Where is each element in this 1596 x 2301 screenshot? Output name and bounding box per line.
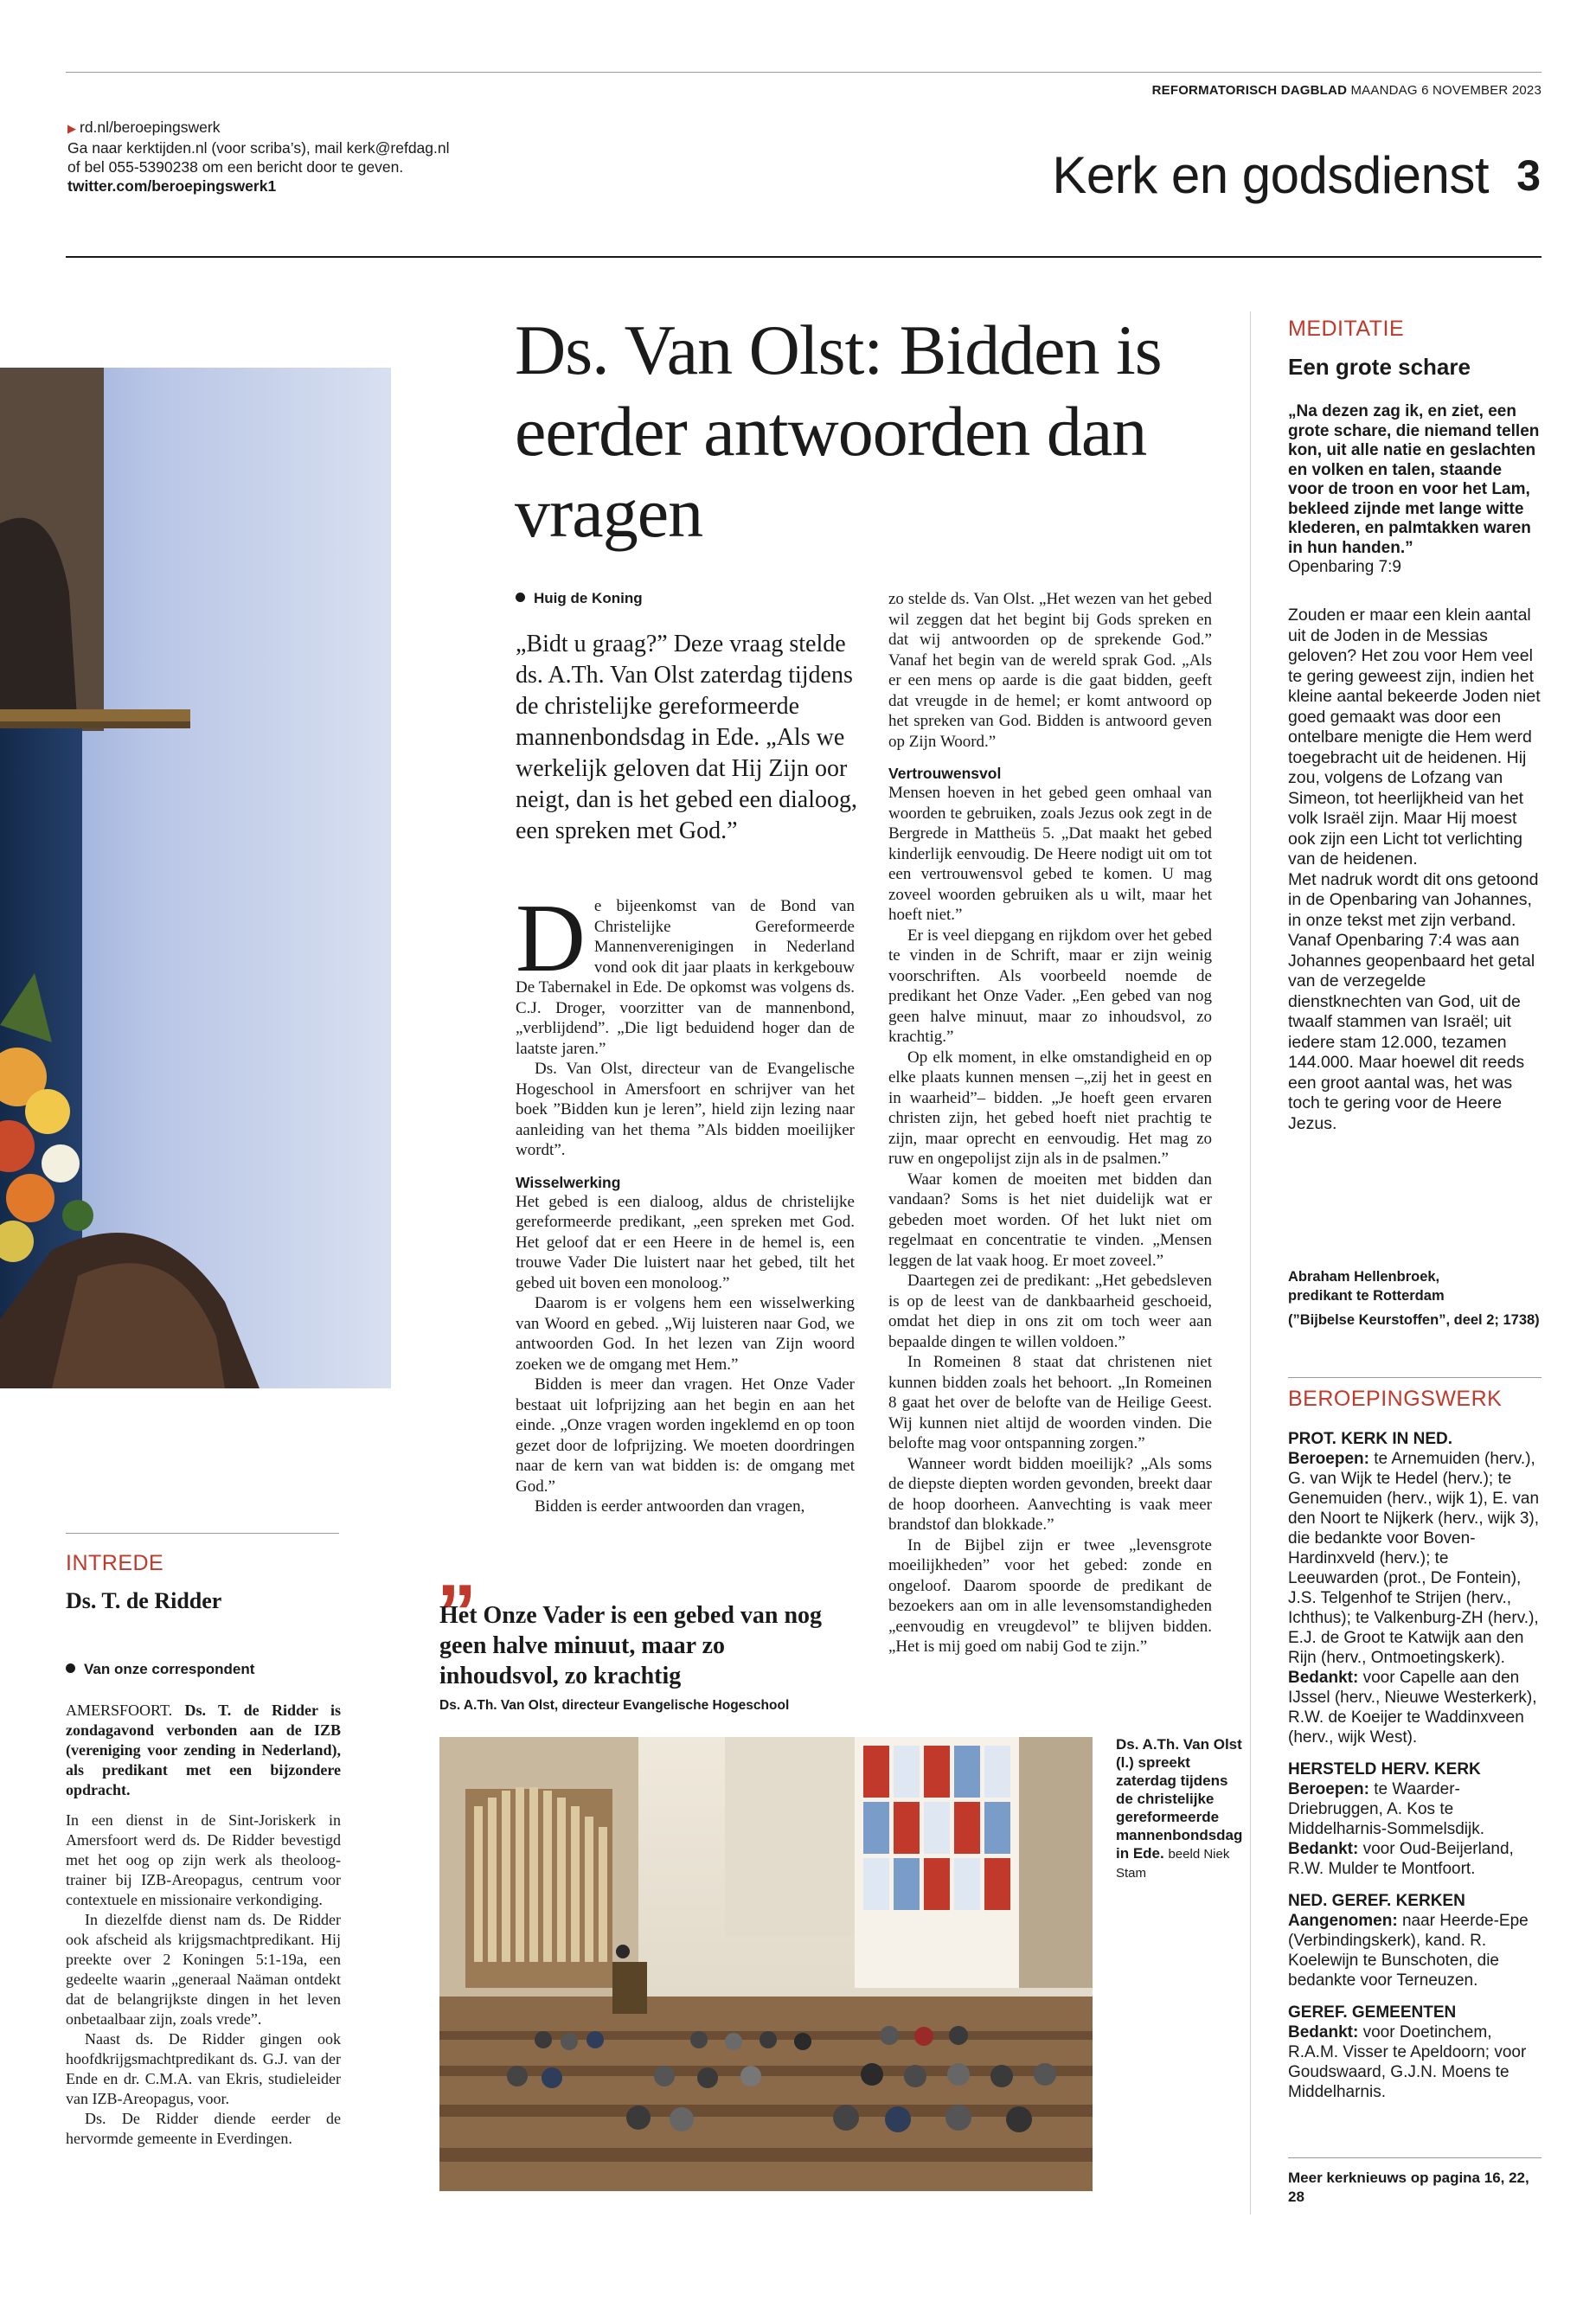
- col1-p2: Ds. Van Olst, directeur van de Evangelische Hogeschool in Amersfoort en schrijver van het boek ”Bidden kun je leren”, hield zijn lezing naar aanleiding van het thema ”Als bidden moeilijker wordt”.: [516, 1060, 855, 1159]
- meditatie-p1: Zouden er maar een klein aantal uit de Joden in de Messias geloven? Het zou voor Hem veel te gering geweest zijn, indien het kleine aantal bekeerde Joden niet goed gemaakt was door een ontelbare menigte die Hem werd toegebracht uit de heidenen. Hij zou, volgens de Lofzang van Simeon, tot heerlijkheid van het volk Israël zijn. Maar Hij moest ook zijn een Licht tot verlichting van de heidenen.: [1288, 606, 1541, 868]
- article-byline: [516, 590, 643, 607]
- col1-p5: Bidden is meer dan vragen. Het Onze Vader bestaat uit lofprijzing aan het begin en aan het einde. „Onze vragen worden ingeklemd en op toon gezet door de lofprijzing. We moeten doordringen naar de kern van wat bidden is: de omgang met God.”: [516, 1375, 855, 1496]
- intrede-dateline: AMERSFOORT.: [66, 1702, 173, 1719]
- meditatie-author-role: predikant te Rotterdam: [1288, 1288, 1445, 1304]
- ber-entry-label: Bedankt:: [1288, 2023, 1359, 2041]
- more-news-link[interactable]: Meer kerknieuws op pagina 16, 22, 28: [1288, 2170, 1529, 2205]
- pull-quote: Het Onze Vader is een gebed van nog geen halve minuut, maar zo inhoudsvol, zo krachtig: [439, 1602, 823, 1689]
- col2-p6: Daartegen zei de predikant: „Het gebedsleven is op de leest van de dankbaarheid geschoeid, omdat het diep in ons zit om toch weer aan bepaalde dingen te willen voldoen.”: [888, 1272, 1212, 1351]
- meditatie-title: Een grote schare: [1288, 354, 1471, 380]
- col2-p5: Waar komen de moeiten met bidden dan vandaan? Soms is het niet duidelijk wat er gebeden moet worden. Of het lukt niet om regelmaat en concentratie te vinden. „Mensen leggen de lat vaak hoog. Er moet zoveel.”: [888, 1170, 1212, 1270]
- ber-entry-label: Bedankt:: [1288, 1669, 1359, 1687]
- ber-entry-label: Beroepen:: [1288, 1450, 1369, 1468]
- bullet-icon: [516, 593, 525, 602]
- intrede-p1: In een dienst in de Sint-Joriskerk in Amersfoort werd ds. De Ridder bevestigd met het oog op zijn werk als theoloog-trainer bij IZB-Areopagus, centrum voor contextuele en missionaire verkondiging.: [66, 1811, 341, 1908]
- page-number: 3: [1516, 151, 1541, 200]
- beroepingswerk-bottom-rule: [1288, 2157, 1542, 2158]
- pull-quote-attribution: Ds. A.Th. Van Olst, directeur Evangelische Hogeschool: [439, 1698, 790, 1713]
- ber-entry: [1288, 1779, 1542, 1839]
- church-photo-image: [439, 1737, 1093, 2191]
- meditatie-quote-text: „Na dezen zag ik, en ziet, een grote schare, die niemand tellen kon, uit alle natie en geslachten en volken en talen, staande voor de troon en voor het Lam, bekleed zijnde met lange witte klederen, en palmtakken waren in hun handen.”: [1288, 402, 1540, 557]
- ber-entry: [1288, 2022, 1542, 2102]
- article-headline: Ds. Van Olst: Bidden is eerder antwoorden dan vragen: [515, 311, 1162, 552]
- bullet-icon: [66, 1663, 75, 1673]
- meditatie-kicker: MEDITATIE: [1288, 317, 1405, 341]
- photo-caption: [1116, 1735, 1246, 1882]
- meditatie-author-name: Abraham Hellenbroek,: [1288, 1269, 1440, 1285]
- ber-entry-text: voor Capelle aan den IJssel (herv., Nieuwe Westerkerk), R.W. de Koeijer te Waddinxveen (herv., wijk West).: [1288, 1669, 1537, 1747]
- contact-line-2: of bel 055-5390238 om een bericht door te geven.: [67, 158, 404, 176]
- beroepingswerk-rule: [1288, 1377, 1542, 1378]
- intrede-byline-text: Van onze correspondent: [84, 1661, 255, 1677]
- intrede-title: Ds. T. de Ridder: [66, 1588, 222, 1613]
- ber-entry: [1288, 1449, 1542, 1668]
- subhead-wisselwerking: Wisselwerking: [516, 1173, 621, 1191]
- col2-p2: Mensen hoeven in het gebed geen omhaal van woorden te gebruiken, zoals Jezus ook zegt in de Bergrede in Mattheüs 5. „Dat maakt het gebed kinderlijk eenvoudig. De Heere nodigt uit om tot een vertrouwensvol gebed te komen. U mag zoveel woorden gebruiken als u wilt, maar het hoeft niet.”: [888, 784, 1212, 924]
- beroepingswerk-kicker: BEROEPINGSWERK: [1288, 1387, 1503, 1411]
- speaker-photo-crop: [0, 368, 391, 1388]
- meditatie-body: [1288, 606, 1542, 1134]
- contact-link[interactable]: rd.nl/beroepingswerk: [80, 119, 221, 136]
- col2-p8: Wanneer wordt bidden moeilijk? „Als soms de diepste diepten worden gevonden, breekt daar de hoop doorheen. Aanvechting is vaak meer brandstof dan blokkade.”: [888, 1454, 1212, 1534]
- ber-entry-text: voor Oud-Beijerland, R.W. Mulder te Montfoort.: [1288, 1840, 1514, 1878]
- intrede-kicker: INTREDE: [66, 1551, 164, 1575]
- col1-p1: e bijeenkomst van de Bond van Christelijke Gereformeerde Mannenverenigingen in Nederland vond ook dit jaar plaats in kerkgebouw De Tabernakel in Ede. De opkomst was volgens ds. C.J. Droger, voorzitter van de mannenbond, „verblijdend”. „Die ligt beduidend hoger dan de laatste jaren.”: [516, 897, 855, 1058]
- church-photo: [439, 1737, 1093, 2191]
- subhead-vertrouwensvol: Vertrouwensvol: [888, 765, 1002, 782]
- meditatie-quote: [1288, 402, 1542, 578]
- ber-entry-label: Beroepen:: [1288, 1780, 1369, 1798]
- masthead-paper: REFORMATORISCH DAGBLAD: [1151, 83, 1348, 98]
- col1-p6: Bidden is eerder antwoorden dan vragen,: [535, 1497, 805, 1516]
- intrede-body: [66, 1701, 341, 2149]
- top-rule: [66, 72, 1542, 73]
- col2-p1: zo stelde ds. Van Olst. „Het wezen van het gebed wil zeggen dat het begint bij Gods spreken en dat wij antwoorden op de sprekende God.” Vanaf het begin van de wereld sprak God. „Als er een mens op aarde is die gaat bidden, geeft dat vreugde in de hemel; er komt antwoord op het spreken van God. Bidden is antwoord geven op Zijn Woord.”: [888, 590, 1212, 751]
- article-column-2: [888, 589, 1212, 1657]
- intrede-lead: Ds. T. de Ridder is zondagavond verbonden aan de IZB (vereniging voor zending in Nederland), als predikant met een bijzondere opdracht.: [66, 1702, 342, 1798]
- ber-entry-text: naar Heerde-Epe (Verbindingskerk), kand. R. Koelewijn te Bunschoten, die bedankte voor Terneuzen.: [1288, 1912, 1529, 1990]
- ber-group-heading: PROT. KERK IN NED.: [1288, 1430, 1453, 1448]
- ber-group-heading: HERSTELD HERV. KERK: [1288, 1760, 1481, 1779]
- caption-text: Ds. A.Th. Van Olst (l.) spreekt zaterdag tijdens de christelijke gereformeerde mannenbondsdag in Ede.: [1116, 1736, 1243, 1862]
- col2-p9: In de Bijbel zijn er twee „levensgrote moeilijkheden” voor het gebed: zonde en ongeloof. Daarom spoorde de predikant de bezoekers aan om in alle levensomstandigheden „eenvoudig en vreugdevol” te blijven bidden. „Het is mij goed om nabij God te zijn.”: [888, 1535, 1212, 1656]
- ber-entry-text: voor Doetinchem, R.A.M. Visser te Apeldoorn; voor Goudswaard, G.J.N. Moens te Middelharnis.: [1288, 2023, 1527, 2101]
- ber-entry-label: Bedankt:: [1288, 1840, 1359, 1858]
- col2-p3: Er is veel diepgang en rijkdom over het gebed te vinden in de Schrift, maar er zijn weinig voorschriften. Als voorbeeld noemde de predikant het Onze Vader. „Een gebed van nog geen halve minuut, maar zo inhoudsvol, zo krachtig.”: [888, 926, 1212, 1046]
- masthead-date: MAANDAG 6 NOVEMBER 2023: [1350, 83, 1542, 98]
- article-column-1: [516, 885, 855, 1517]
- beroepingswerk-body: [1288, 1429, 1542, 2102]
- intrede-p3: Naast ds. De Ridder gingen ook hoofdkrijgsmachtpredikant ds. G.J. van der Ende en dr. C.M.A. van Ekris, studieleider van IZB-Areopagus, voor.: [66, 2030, 341, 2107]
- col2-p7: In Romeinen 8 staat dat christenen niet kunnen bidden zoals het behoort. „In Romeinen 8 gaat het over de belofte van de Heilige Geest. Wij kunnen niet altijd de woorden vinden. Die belofte mag voor ontspanning zorgen.”: [888, 1353, 1212, 1452]
- col2-p4: Op elk moment, in elke omstandigheid en op elke plaats kunnen mensen –„zij het in geest en in waarheid”– bidden. „Je hoeft geen ervaren christen zijn, het gebed hoeft niet prachtig te zijn, maar oprecht en eenvoudig. Het mag zo ruw en ongepolijst zijn als in de psalmen.”: [888, 1048, 1212, 1168]
- article-lead: „Bidt u graag?” Deze vraag stelde ds. A.Th. Van Olst zaterdag tijdens de christelijke gereformeerde mannenbondsdag in Ede. „Als we werkelijk geloven dat Hij Zijn oor neigt, dan is het gebed een dialoog, een spreken met God.”: [516, 631, 857, 844]
- intrede-p4: Ds. De Ridder diende eerder de hervormde gemeente in Everdingen.: [66, 2110, 341, 2147]
- ber-entry-text: te Arnemuiden (herv.), G. van Wijk te Hedel (herv.); te Genemuiden (herv., wijk 1), E. van den Noort te Nijkerk (herv., wijk 3), die bedankte voor Boven-Hardinxveld (herv.); te Leeuwarden (prot., De Fontein), J.S. Telgenhof te Strijen (herv., Ichthus); te Valkenburg-ZH (herv.), E.J. de Groot te Katwijk aan den Rijn (herv., Ontmoetingskerk).: [1288, 1450, 1540, 1667]
- contact-line-1: Ga naar kerktijden.nl (voor scriba’s), mail kerk@refdag.nl: [67, 139, 450, 157]
- header-rule: [66, 256, 1542, 258]
- col1-p3: Het gebed is een dialoog, aldus de christelijke gereformeerde predikant, „een spreken met God. Het geloof dat er een Heere in de hemel is, een trouwe Vader Die luistert naar het gebed, tilt het gebed uit boven een monoloog.”: [516, 1192, 855, 1292]
- col1-p4: Daarom is er volgens hem een wisselwerking van Woord en gebed. „Wij luisteren naar God, we antwoorden God. In het lezen van Zijn woord zoeken we de omgang met Hem.”: [516, 1294, 855, 1374]
- byline-author: Huig de Koning: [534, 590, 643, 606]
- ber-group-heading: NED. GEREF. KERKEN: [1288, 1892, 1465, 1910]
- triangle-right-icon: ▶: [67, 122, 76, 135]
- meditatie-source: (”Bijbelse Keurstoffen”, deel 2; 1738): [1288, 1312, 1540, 1328]
- ber-group-heading: GEREF. GEMEENTEN: [1288, 2003, 1457, 2022]
- right-column-divider: [1250, 311, 1251, 2214]
- intrede-rule: [66, 1533, 339, 1534]
- ber-entry-label: Aangenomen:: [1288, 1912, 1398, 1930]
- contact-block: [67, 118, 517, 195]
- dropcap: D: [516, 885, 586, 992]
- speaker-photo-image: [0, 368, 391, 1388]
- meditatie-author: [1288, 1267, 1542, 1305]
- quote-mark-icon: „: [437, 1524, 477, 1612]
- ber-entry-text: te Waarder-Driebruggen, A. Kos te Middelharnis-Sommelsdijk.: [1288, 1780, 1485, 1838]
- masthead: [1152, 83, 1542, 98]
- meditatie-p2: Met nadruk wordt dit ons getoond in de Openbaring van Johannes, in onze tekst met zijn verband. Vanaf Openbaring 7:4 was aan Johannes geopenbaard het getal van de verzegelde dienstknechten van God, uit de twaalf stammen van Israël; uit iedere stam 12.000, tezamen 144.000. Maar hoewel dit reeds een groot aantal was, het was toch te gering voor de Heere Jezus.: [1288, 869, 1539, 1133]
- contact-twitter-link[interactable]: twitter.com/beroepingswerk1: [67, 177, 277, 195]
- ber-entry: [1288, 1911, 1542, 1990]
- ber-entry: [1288, 1668, 1542, 1747]
- section-title: Kerk en godsdienst: [1052, 146, 1489, 204]
- meditatie-quote-ref: Openbaring 7:9: [1288, 558, 1401, 576]
- caption-credit: beeld Niek Stam: [1116, 1847, 1230, 1881]
- ber-entry: [1288, 1839, 1542, 1879]
- intrede-byline: [66, 1661, 254, 1678]
- intrede-p2: In diezelfde dienst nam ds. De Ridder ook afscheid als krijgsmachtpredikant. Hij preekte over 2 Koningen 5:1-19a, een gedeelte waarin „generaal Naäman ontdekt dat de belangrijkste dingen in het leven onbetaalbaar zijn, zoals vrede”.: [66, 1911, 341, 2028]
